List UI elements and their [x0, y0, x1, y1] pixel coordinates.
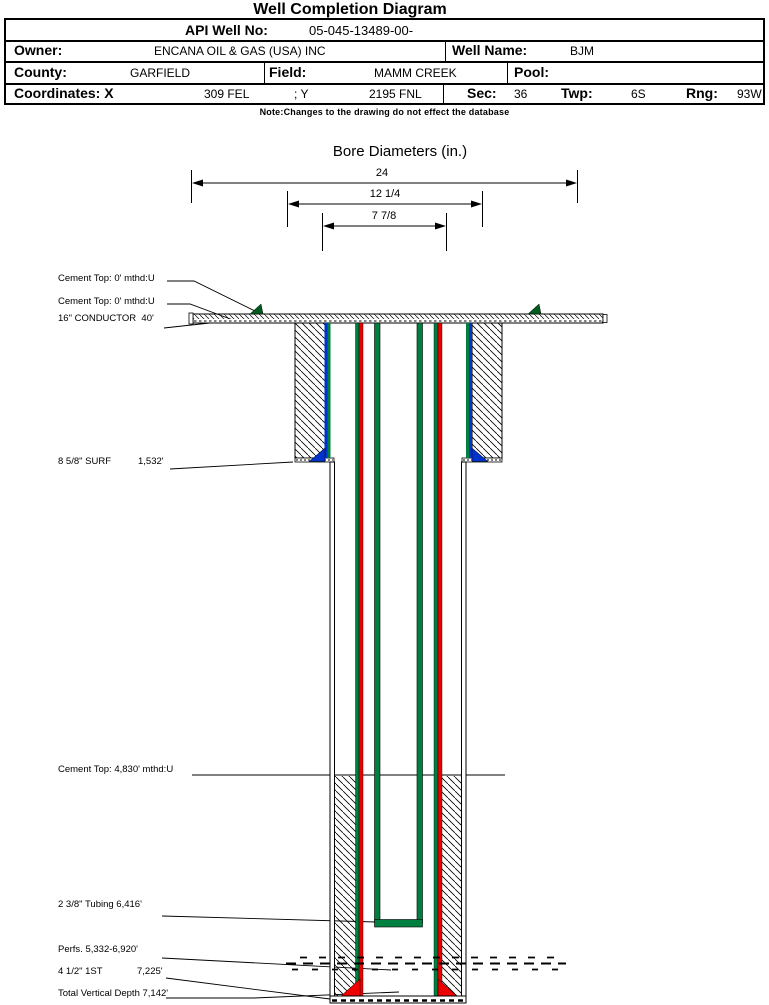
annotation-surf-depth: 1,532' [138, 456, 164, 467]
rng-value: 93W [737, 87, 762, 101]
casing-green-right [434, 323, 438, 996]
county-label: County: [14, 64, 67, 80]
coordinate-y-label: ; Y [294, 87, 309, 101]
dimension-24 [192, 170, 578, 203]
field-label: Field: [269, 64, 307, 80]
twp-value: 6S [631, 87, 646, 101]
tubing-bottom [375, 920, 423, 928]
dim-label-24: 24 [375, 167, 389, 179]
bore-diameters-title: Bore Diameters (in.) [332, 143, 468, 160]
coordinate-y-value: 2195 FNL [369, 87, 422, 101]
twp-label: Twp: [561, 85, 593, 101]
rng-label: Rng: [686, 85, 718, 101]
cement-column-right [472, 323, 502, 458]
annotation-tubing: 2 3/8" Tubing 6,416' [58, 899, 142, 910]
cement-top-marker-left [250, 304, 263, 314]
page-title: Well Completion Diagram [253, 1, 447, 18]
dim-label-12-14: 12 1/4 [369, 188, 401, 200]
casing-green-left [356, 323, 360, 996]
borehole-wall-left [330, 462, 335, 1003]
field-value: MAMM CREEK [374, 66, 457, 80]
well-name-label: Well Name: [452, 42, 528, 58]
dim-arrow-right [471, 201, 482, 208]
dimension-12-14 [288, 191, 483, 227]
borehole-wall-right [462, 462, 467, 1003]
dim-arrow-right [435, 223, 446, 230]
annotation-casing-depth: 7,225' [137, 966, 163, 977]
casing-red-right [438, 323, 442, 996]
county-value: GARFIELD [130, 66, 191, 80]
owner-label: Owner: [14, 42, 63, 58]
annotation-perfs: Perfs. 5,332-6,920' [58, 944, 138, 955]
annotation-cement-top-1: Cement Top: 0' mthd:U [58, 273, 155, 284]
cement-top-marker-right [528, 304, 541, 314]
tubing-right-wall [417, 323, 423, 923]
annotation-surf-label: 8 5/8" SURF [58, 456, 112, 467]
annotation-tvd: Total Vertical Depth 7,142' [58, 988, 169, 999]
conductor-bar-left-cap [189, 313, 193, 324]
api-well-no-value: 05-045-13489-00- [309, 23, 414, 38]
annotation-cement-top-2: Cement Top: 0' mthd:U [58, 296, 155, 307]
coordinate-x-value: 309 FEL [204, 87, 250, 101]
surface-casing-left-green [328, 323, 331, 458]
surface-casing-right-blue [469, 323, 472, 458]
dimension-7-78 [323, 213, 447, 251]
well-name-value: BJM [570, 44, 594, 58]
cement-column-left [295, 323, 325, 458]
owner-value: ENCANA OIL & GAS (USA) INC [154, 44, 326, 58]
dim-arrow-right [566, 180, 577, 187]
dim-arrow-left [288, 201, 299, 208]
sec-value: 36 [514, 87, 528, 101]
surface-casing-left-blue [325, 323, 328, 458]
tubing-left-wall [375, 323, 381, 923]
pool-label: Pool: [514, 64, 549, 80]
coordinates-label: Coordinates: X [14, 85, 114, 101]
annotation-conductor: 16" CONDUCTOR 40' [58, 313, 154, 324]
surface-casing-right-green [466, 323, 469, 458]
dim-label-7-78: 7 7/8 [371, 210, 397, 222]
annotation-cement-top-3: Cement Top: 4,830' mthd:U [58, 764, 174, 775]
conductor-bar-right-cap [603, 315, 607, 323]
annotation-casing-label: 4 1/2" 1ST [58, 966, 103, 977]
leader-surf-casing [170, 462, 293, 469]
api-well-no-label: API Well No: [185, 22, 268, 38]
dim-arrow-left [192, 180, 203, 187]
perforations [286, 958, 566, 970]
dim-arrow-left [323, 223, 334, 230]
leader-cement-top-1 [167, 281, 259, 313]
casing-red-left [359, 323, 363, 996]
note-text: Note:Changes to the drawing do not effect the database [259, 107, 510, 117]
sec-label: Sec: [467, 85, 497, 101]
